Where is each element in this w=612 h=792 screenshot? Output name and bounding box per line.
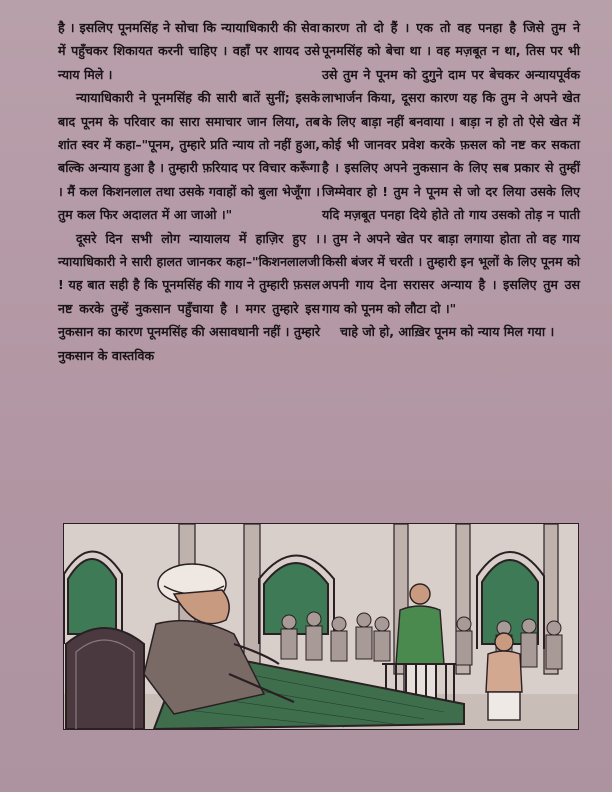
paragraph: दूसरे दिन सभी लोग न्यायालय में हाज़िर हुए । न्यायाधिकारी ने सारी हालत जानकर कहा–"किशनलालजी ! यह बात सही है कि पूनमसिंह की गाय ने तुम्हारी फ़सल नष्ट करके तुम्हें नुकसान पहुँचाया है । मगर तुम्हारे इस नुकसान का कारण पूनमसिंह की असावधानी नहीं । तुम्हारे नुकसान के वास्तविक [58, 230, 320, 363]
judge-chair [66, 628, 144, 729]
paragraph: है । इसलिए पूनमसिंह ने सोचा कि न्यायाधिकारी की सेवा में पहुँचकर शिकायत करनी चाहिए । वहाँ पर शायद उसे न्याय मिले । [58, 20, 320, 82]
right-text-column [322, 16, 580, 344]
left-text-column [58, 16, 320, 367]
court-scene-drawing [64, 524, 578, 729]
paragraph: चाहे जो हो, आख़िर पूनम को न्याय मिल गया । [340, 324, 555, 340]
paragraph: न्यायाधिकारी ने पूनमसिंह की सारी बातें सुनीं; इसके बाद पूनम के परिवार का सारा समाचार जान लिया, तब शांत स्वर में कहा–"पूनम, तुम्हारे प्रति न्याय तो नहीं हुआ, बल्कि अन्याय हुआ है । तुम्हारी फ़रियाद पर विचार करूँगा । मैं कल किशनलाल तथा उसके गवाहों को बुला भेजूँगा । तुम कल फिर अदालत में आ जाओ ।" [58, 90, 320, 223]
paragraph: कारण तो दो हैं । एक तो वह पनहा है जिसे तुम ने पूनमसिंह को बेचा था । वह मज़बूत न था, तिस पर भी उसे तुम ने पूनम को दुगुने दाम पर बेचकर अन्यायपूर्वक लाभार्जन किया, दूसरा कारण यह कि तुम ने अपने खेत के लिए बाड़ा नहीं बनवाया । बाड़ा न हो तो ऐसे खेत में कोई भी जानवर प्रवेश करके फ़सल को नष्ट कर सकता है । इसलिए अपने नुकसान के लिए सब प्रकार से तुम्हीं जिम्मेवार हो ! तुम ने पूनम से जो दर लिया उसके लिए यदि मज़बूत पनहा दिये होते तो गाय उसको तोड़ न पाती । तुम ने अपने खेत पर बाड़ा लगाया होता तो वह गाय किसी बंजर में चरती । तुम्हारी इन भूलों के लिए पूनम को अपनी गाय देना सरासर अन्याय है । इसलिए तुम उस गाय को पूनम को लौटा दो ।" [322, 20, 580, 316]
court-scene-illustration [63, 523, 579, 730]
